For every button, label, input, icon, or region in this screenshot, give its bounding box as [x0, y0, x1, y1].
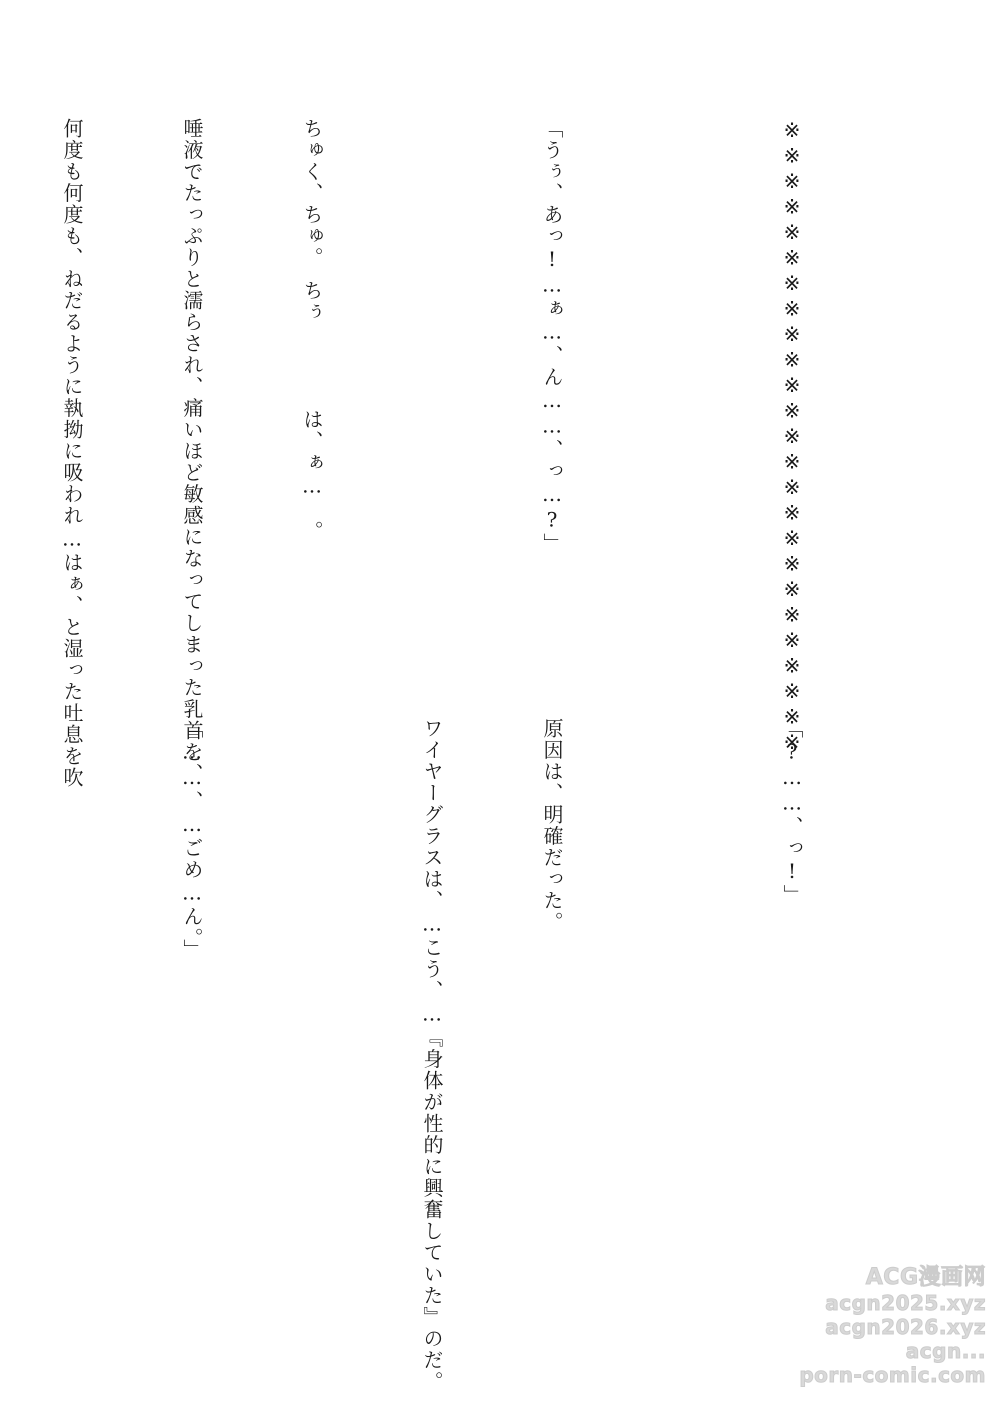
top-text-block [60, 118, 892, 789]
bottom-line: 「?……、っ!」 [780, 718, 804, 906]
top-line: ちゅく、ちゅ。 ちぅ は、ぁ… 。 [300, 118, 324, 542]
watermark-line: porn-comic.com [799, 1363, 986, 1387]
bottom-line [652, 718, 692, 1318]
bottom-line [52, 718, 92, 1318]
bottom-line [292, 718, 332, 1318]
bottom-line: 「……、…ごめ…ん。」 [180, 718, 204, 961]
top-line [652, 118, 692, 718]
watermark-line: acgn2025.xyz [825, 1291, 986, 1315]
top-line: 唾液でたっぷりと濡らされ、痛いほど敏感になってしまった乳首を、 [180, 118, 204, 785]
watermark-line: acgn... [905, 1339, 986, 1363]
top-line: 「うぅ、あっ!…ぁ…、ん……、っ…?」 [540, 118, 564, 555]
top-line: ※※※※※※※※※※※※※※※※※※※※※※※※※ [780, 118, 804, 756]
top-line: 何度も何度も、ねだるように執拗に吸われ…はぁ、と湿った吐息を吹 [60, 118, 84, 789]
top-line [412, 118, 452, 718]
watermark-line: acgn2026.xyz [825, 1315, 986, 1339]
bottom-line: ワイヤーグラスは、…こう、…『身体が性的に興奮していた』のだ。 [420, 718, 444, 1393]
bottom-text-block [92, 718, 892, 1393]
bottom-line: 原因は、明確だった。 [540, 718, 564, 933]
watermark-line: ACG漫画网 [865, 1265, 986, 1290]
site-watermark [736, 1265, 986, 1387]
